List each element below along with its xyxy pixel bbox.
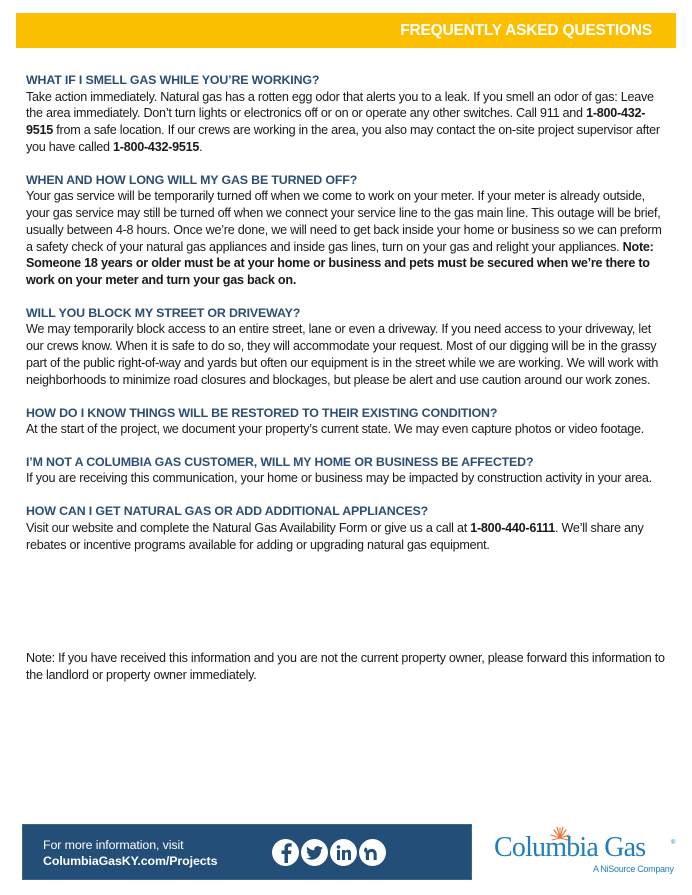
columbia-gas-logo (494, 828, 674, 878)
footer-website-link[interactable]: ColumbiaGasKY.com/Projects (43, 854, 218, 868)
answer-text: We may temporarily block access to an entire street, lane or even a driveway. If you need access to your driveway, let our crews know. When it is safe to do so, they will accommodate your request. Most of our digging will be in the grassy part of the public right-of-way and yards but often our equipment is in the street while we are working. We will work with neighborhoods to minimize road closures and blockages, but please be alert and use caution around our work zones. (26, 322, 659, 387)
linkedin-icon[interactable] (330, 839, 357, 866)
answer-text: from a safe location. If our crews are working in the area, you also may contact the on-site project supervisor after you have called (26, 123, 660, 154)
phone-number: 1-800-432-9515 (26, 106, 646, 138)
faq-item (26, 405, 666, 438)
nextdoor-icon[interactable] (359, 839, 386, 866)
faq-item (26, 172, 666, 289)
answer-text: . (199, 139, 203, 154)
answer-note-bold: Note: Someone 18 years or older must be at your home or business and pets must be secured when we’re there to work on your meter and turn your gas back on. (26, 239, 654, 288)
registered-mark: ® (671, 840, 676, 846)
phone-number: 1-800-432-9515 (113, 139, 200, 154)
owner-note: Note: If you have received this information and you are not the current property owner, please forward this information to the landlord or property owner immediately. (26, 651, 665, 682)
banner-title: FREQUENTLY ASKED QUESTIONS (400, 21, 652, 39)
facebook-icon[interactable] (272, 839, 299, 866)
answer-text: Your gas service will be temporarily turned off when we come to work on your meter. If your meter is already outside, your gas service may still be turned off when we connect your service line to the gas main line. This outage will be brief, usually between 4-8 hours. Once we’re done, we will need to get back inside your home or business so we can preform a safety check of your natural gas appliances and inside gas lines, turn on your gas and relight your appliances. (26, 189, 662, 254)
footer-bar (22, 824, 472, 880)
faq-question: WHEN AND HOW LONG WILL MY GAS BE TURNED OFF? (26, 172, 358, 187)
faq-answer (26, 89, 666, 156)
faq-question: WHAT IF I SMELL GAS WHILE YOU’RE WORKING? (26, 73, 320, 87)
footer-info-label: For more information, visit (43, 838, 184, 852)
faq-banner (16, 13, 676, 48)
footer-info (43, 837, 217, 869)
answer-text: Take action immediately. Natural gas has a rotten egg odor that alerts you to a leak. If you smell an odor of gas: Leave the area immediately. Don’t turn lights or electronics off or on or operate any other switches. Call 911 and (26, 89, 654, 121)
logo-wordmark: Columbia Gas (494, 832, 646, 863)
faq-question: I’M NOT A COLUMBIA GAS CUSTOMER, WILL MY HOME OR BUSINESS BE AFFECTED? (26, 454, 534, 469)
faq-answer (26, 421, 666, 438)
twitter-icon[interactable] (301, 839, 328, 866)
faq-answer (26, 188, 666, 289)
faq-item (26, 305, 666, 389)
answer-text: At the start of the project, we document your property’s current state. We may even capture photos or video footage. (26, 422, 645, 437)
faq-answer (26, 520, 666, 554)
answer-text: Visit our website and complete the Natural Gas Availability Form or give us a call at (26, 520, 471, 535)
phone-number: 1-800-440-6111 (470, 520, 555, 535)
logo-tagline: A NiSource Company (593, 864, 674, 874)
answer-text: . We’ll share any rebates or incentive programs available for adding or upgrading natural gas equipment. (26, 520, 644, 552)
faq-answer (26, 321, 666, 388)
faq-item (26, 503, 666, 553)
faq-question: WILL YOU BLOCK MY STREET OR DRIVEWAY? (26, 305, 301, 320)
faq-item (26, 454, 666, 487)
faq-answer (26, 470, 666, 487)
faq-list (26, 72, 666, 569)
faq-item (26, 72, 666, 156)
faq-question: HOW CAN I GET NATURAL GAS OR ADD ADDITIONAL APPLIANCES? (26, 504, 429, 519)
answer-text: If you are receiving this communication, your home or business may be impacted by construction activity in your area. (26, 471, 652, 486)
social-links (272, 839, 386, 866)
faq-question: HOW DO I KNOW THINGS WILL BE RESTORED TO THEIR EXISTING CONDITION? (26, 405, 498, 420)
